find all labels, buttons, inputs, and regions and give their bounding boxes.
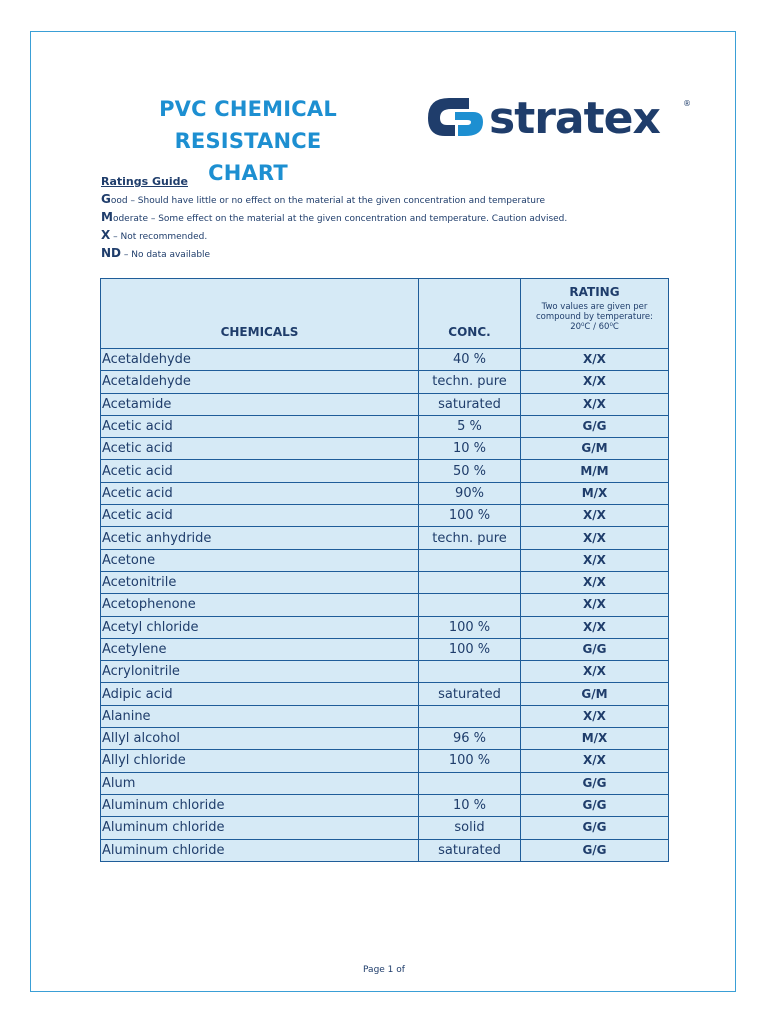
rating-cell: X/X (521, 505, 669, 527)
rating-cell: X/X (521, 616, 669, 638)
table-row (101, 460, 669, 482)
table-row (101, 482, 669, 504)
table-row (101, 571, 669, 593)
table-body (101, 349, 669, 862)
conc-cell (419, 772, 521, 794)
chemical-cell: Acetic acid (101, 482, 419, 504)
rating-cell: X/X (521, 705, 669, 727)
table-row (101, 683, 669, 705)
table-row (101, 505, 669, 527)
chemical-cell: Acetophenone (101, 594, 419, 616)
table-row (101, 817, 669, 839)
conc-cell (419, 594, 521, 616)
conc-cell: 96 % (419, 728, 521, 750)
chemical-cell: Acrylonitrile (101, 661, 419, 683)
rating-cell: G/G (521, 415, 669, 437)
chemical-cell: Adipic acid (101, 683, 419, 705)
table-row (101, 661, 669, 683)
conc-cell: solid (419, 817, 521, 839)
conc-cell: 100 % (419, 638, 521, 660)
rating-cell: G/G (521, 772, 669, 794)
rating-cell: X/X (521, 371, 669, 393)
table-row (101, 772, 669, 794)
conc-cell: 50 % (419, 460, 521, 482)
table-row (101, 705, 669, 727)
table-row (101, 549, 669, 571)
title-line-2: CHART (208, 161, 288, 185)
chemical-cell: Acetylene (101, 638, 419, 660)
guide-not-recommended: X – Not recommended. (101, 228, 208, 242)
rating-cell: M/X (521, 482, 669, 504)
conc-cell: 10 % (419, 438, 521, 460)
title-line-1: PVC CHEMICAL RESISTANCE (159, 97, 337, 153)
rating-cell: X/X (521, 750, 669, 772)
table-row (101, 839, 669, 861)
chemical-cell: Acetaldehyde (101, 349, 419, 371)
chemical-resistance-table (100, 278, 669, 862)
rating-cell: G/M (521, 683, 669, 705)
conc-cell: techn. pure (419, 371, 521, 393)
conc-cell: 100 % (419, 616, 521, 638)
rating-cell: G/G (521, 817, 669, 839)
conc-cell (419, 549, 521, 571)
conc-cell: techn. pure (419, 527, 521, 549)
conc-cell: 100 % (419, 505, 521, 527)
conc-cell: 10 % (419, 794, 521, 816)
chemical-cell: Allyl chloride (101, 750, 419, 772)
chemical-cell: Aluminum chloride (101, 794, 419, 816)
guide-moderate: Moderate – Some effect on the material at the given concentration and temperature. Caution advised. (101, 210, 568, 224)
table-row (101, 594, 669, 616)
table-row (101, 393, 669, 415)
rating-cell: X/X (521, 393, 669, 415)
page-footer: Page 1 of (363, 965, 405, 975)
chemical-cell: Acetyl chloride (101, 616, 419, 638)
chemical-cell: Aluminum chloride (101, 817, 419, 839)
rating-cell: X/X (521, 527, 669, 549)
conc-cell: saturated (419, 393, 521, 415)
chemical-cell: Acetamide (101, 393, 419, 415)
rating-cell: G/M (521, 438, 669, 460)
table-row (101, 794, 669, 816)
rating-cell: M/M (521, 460, 669, 482)
ratings-guide (101, 174, 701, 262)
table-header-row (101, 279, 669, 349)
table-row (101, 638, 669, 660)
conc-cell: 90% (419, 482, 521, 504)
table-row (101, 415, 669, 437)
conc-cell: 40 % (419, 349, 521, 371)
chemical-cell: Acetic acid (101, 438, 419, 460)
header-chemicals: CHEMICALS (101, 279, 419, 349)
rating-cell: G/G (521, 638, 669, 660)
registered-mark: ® (683, 99, 691, 108)
table-row (101, 750, 669, 772)
table-row (101, 371, 669, 393)
rating-cell: G/G (521, 839, 669, 861)
chemical-cell: Acetaldehyde (101, 371, 419, 393)
rating-cell: M/X (521, 728, 669, 750)
chemical-cell: Alum (101, 772, 419, 794)
chemical-cell: Acetone (101, 549, 419, 571)
conc-cell (419, 705, 521, 727)
logo-wordmark: stratex (489, 94, 660, 140)
table-row (101, 527, 669, 549)
conc-cell (419, 661, 521, 683)
chemical-cell: Alanine (101, 705, 419, 727)
table-row (101, 728, 669, 750)
conc-cell: saturated (419, 839, 521, 861)
rating-cell: G/G (521, 794, 669, 816)
conc-cell: 5 % (419, 415, 521, 437)
chemical-cell: Acetic acid (101, 460, 419, 482)
rating-cell: X/X (521, 349, 669, 371)
header-rating: RATING Two values are given per compound by temperature: 20⁰C / 60⁰C (521, 279, 669, 349)
conc-cell: saturated (419, 683, 521, 705)
guide-no-data: ND – No data available (101, 246, 211, 260)
rating-cell: X/X (521, 594, 669, 616)
rating-cell: X/X (521, 571, 669, 593)
chemical-cell: Acetic acid (101, 505, 419, 527)
table-row (101, 616, 669, 638)
chemical-cell: Acetonitrile (101, 571, 419, 593)
conc-cell: 100 % (419, 750, 521, 772)
chemical-cell: Acetic anhydride (101, 527, 419, 549)
header-conc: CONC. (419, 279, 521, 349)
stratex-logo (425, 94, 695, 140)
table-row (101, 438, 669, 460)
table-row (101, 349, 669, 371)
guide-good: Good – Should have little or no effect on the material at the given concentration and temperature (101, 192, 546, 206)
ratings-guide-heading: Ratings Guide (101, 175, 188, 188)
chemical-cell: Aluminum chloride (101, 839, 419, 861)
rating-cell: X/X (521, 661, 669, 683)
chemical-cell: Acetic acid (101, 415, 419, 437)
chemical-cell: Allyl alcohol (101, 728, 419, 750)
conc-cell (419, 571, 521, 593)
rating-cell: X/X (521, 549, 669, 571)
rating-note: Two values are given per compound by temperature: 20⁰C / 60⁰C (535, 302, 654, 332)
